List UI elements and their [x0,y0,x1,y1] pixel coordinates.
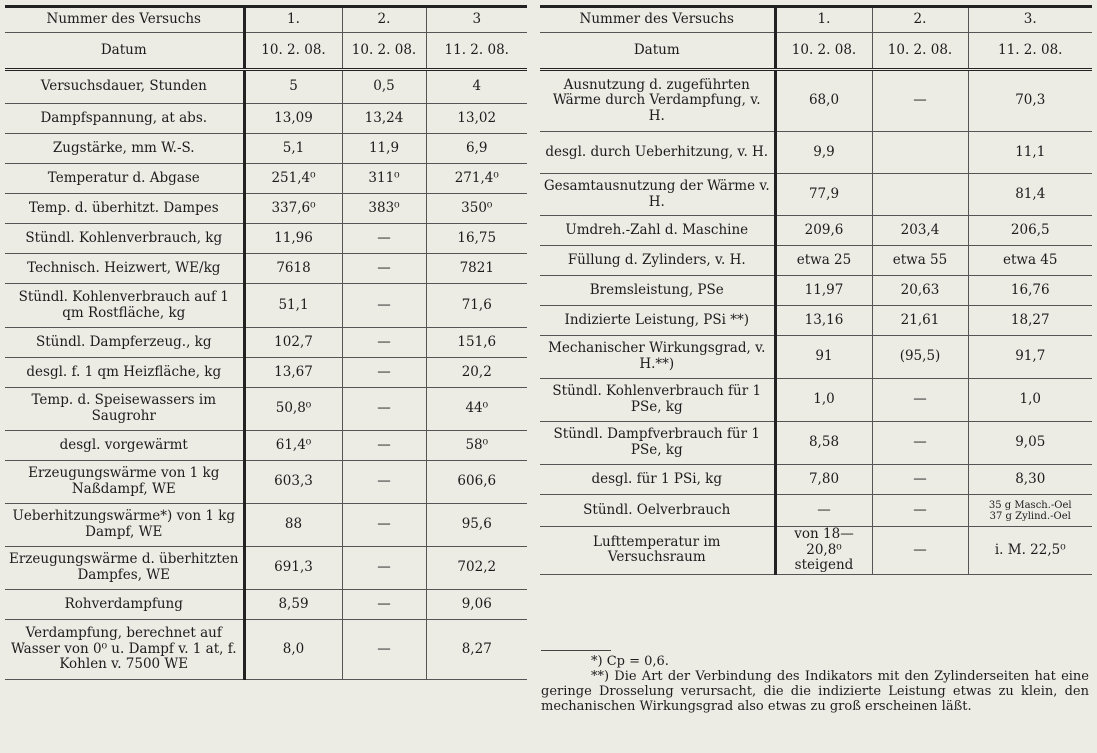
row-value-v3: 11,1 [968,132,1092,174]
table-row [540,246,1092,276]
row-label: Stündl. Kohlenverbrauch, kg [5,224,244,254]
row-value-v2: — [342,504,426,547]
header-label-number: Nummer des Versuchs [540,7,775,33]
table-row [540,527,1092,575]
header-label-date: Datum [540,33,775,70]
row-value-v1: 11,96 [244,224,342,254]
header-row-number [5,7,527,33]
row-value-v2 [872,132,968,174]
header-test-number: 3 [426,7,527,33]
table-row [540,465,1092,495]
row-value-v1: 61,4⁰ [244,431,342,461]
row-label: Erzeugungswärme d. überhitzten Dampfes, WE [5,547,244,590]
row-label: desgl. vorgewärmt [5,431,244,461]
row-label: desgl. f. 1 qm Heizfläche, kg [5,358,244,388]
row-value-v1: 7618 [244,254,342,284]
row-value-v2: — [342,431,426,461]
header-label-date: Datum [5,33,244,70]
row-value-v1: 691,3 [244,547,342,590]
row-value-v2 [872,174,968,216]
row-value-v2: — [342,388,426,431]
header-test-number: 1. [775,7,872,33]
table-row [540,379,1092,422]
row-value-v3: 8,27 [426,620,527,680]
row-value-v2: — [342,547,426,590]
header-date: 10. 2. 08. [342,33,426,70]
row-value-v2: — [872,495,968,527]
row-value-v1: 88 [244,504,342,547]
row-value-v1: — [775,495,872,527]
row-label: Versuchsdauer, Stunden [5,70,244,104]
table-row [540,132,1092,174]
row-value-v1: 8,59 [244,590,342,620]
row-value-v1: 11,97 [775,276,872,306]
header-row-date [5,33,527,70]
row-value-v2: — [342,590,426,620]
table-row [5,590,527,620]
row-value-v2: — [872,422,968,465]
header-row-date [540,33,1092,70]
table-row [5,164,527,194]
row-value-v2: 203,4 [872,216,968,246]
row-value-v1: 50,8⁰ [244,388,342,431]
row-value-v3: 350⁰ [426,194,527,224]
footnote-2: **) Die Art der Verbindung des Indikators mit den Zylinderseiten hat eine geringe Drosselung verursacht, die die indizierte Leistung etwas zu klein, den mechanischen Wirkungsgrad also etwas zu groß erscheinen läßt. [541,668,1089,714]
row-value-v1: 9,9 [775,132,872,174]
row-label: Technisch. Heizwert, WE/kg [5,254,244,284]
row-value-v1: 337,6⁰ [244,194,342,224]
row-value-v3: 271,4⁰ [426,164,527,194]
row-value-v3: 8,30 [968,465,1092,495]
row-label: Erzeugungswärme von 1 kg Naßdampf, WE [5,461,244,504]
row-value-v1: 68,0 [775,70,872,132]
row-value-v2: 13,24 [342,104,426,134]
row-label: Stündl. Kohlenverbrauch für 1 PSe, kg [540,379,775,422]
right-data-table [540,5,1092,575]
row-value-v2: 20,63 [872,276,968,306]
footnote-1: *) Cp = 0,6. [591,654,669,669]
row-label: Verdampfung, berechnet auf Wasser von 0⁰ u. Dampf v. 1 at, f. Kohlen v. 7500 WE [5,620,244,680]
row-value-v1: von 18—20,8⁰ steigend [775,527,872,575]
table-row [5,70,527,104]
row-value-v1: 51,1 [244,284,342,328]
row-value-v2: — [342,620,426,680]
footnotes [541,650,1089,715]
row-value-v3: 4 [426,70,527,104]
table-row [540,216,1092,246]
table-row [5,134,527,164]
row-label: Füllung d. Zylinders, v. H. [540,246,775,276]
row-value-v1: 251,4⁰ [244,164,342,194]
table-row [5,254,527,284]
header-date: 10. 2. 08. [244,33,342,70]
table-row [540,336,1092,379]
row-value-v3: 71,6 [426,284,527,328]
row-label: Temp. d. überhitzt. Dampes [5,194,244,224]
header-test-number: 2. [342,7,426,33]
row-label: Ausnutzung d. zugeführten Wärme durch Verdampfung, v. H. [540,70,775,132]
table-row [5,284,527,328]
row-label: Temperatur d. Abgase [5,164,244,194]
table-row [540,174,1092,216]
row-value-v1: 5,1 [244,134,342,164]
row-value-v3: 81,4 [968,174,1092,216]
row-label: Umdreh.-Zahl d. Maschine [540,216,775,246]
table-row [5,431,527,461]
row-value-v1: 1,0 [775,379,872,422]
row-value-v3: 91,7 [968,336,1092,379]
row-value-v1: 13,09 [244,104,342,134]
row-label: desgl. durch Ueberhitzung, v. H. [540,132,775,174]
table-row [540,495,1092,527]
row-label: Stündl. Kohlenverbrauch auf 1 qm Rostfläche, kg [5,284,244,328]
table-row [5,224,527,254]
header-date: 10. 2. 08. [872,33,968,70]
table-row [540,276,1092,306]
row-label: Stündl. Dampfverbrauch für 1 PSe, kg [540,422,775,465]
row-value-v2: — [342,328,426,358]
table-row [5,461,527,504]
row-value-v3: 70,3 [968,70,1092,132]
row-label: Temp. d. Speisewassers im Saugrohr [5,388,244,431]
row-value-v2: — [872,70,968,132]
table-row [5,504,527,547]
row-value-v2: etwa 55 [872,246,968,276]
row-value-v2: — [342,461,426,504]
row-label: Rohverdampfung [5,590,244,620]
table-row [540,306,1092,336]
row-label: Bremsleistung, PSe [540,276,775,306]
header-test-number: 2. [872,7,968,33]
row-value-v2: — [342,224,426,254]
table-row [5,388,527,431]
row-value-v2: 0,5 [342,70,426,104]
row-value-v1: 8,58 [775,422,872,465]
row-value-v1: 5 [244,70,342,104]
row-label: Stündl. Oelverbrauch [540,495,775,527]
row-value-v2: — [872,465,968,495]
row-value-v3: 16,76 [968,276,1092,306]
row-value-v2: — [342,358,426,388]
row-label: Gesamtausnutzung der Wärme v. H. [540,174,775,216]
row-value-v1: 8,0 [244,620,342,680]
row-value-v3: 9,05 [968,422,1092,465]
row-value-v3: 16,75 [426,224,527,254]
row-value-v3: 20,2 [426,358,527,388]
row-value-v2: 311⁰ [342,164,426,194]
row-value-v3: 7821 [426,254,527,284]
row-value-v1: etwa 25 [775,246,872,276]
row-value-v2: 21,61 [872,306,968,336]
row-value-v1: 7,80 [775,465,872,495]
row-value-v2: 11,9 [342,134,426,164]
row-value-v3: 151,6 [426,328,527,358]
table-row [5,620,527,680]
row-value-v3: 13,02 [426,104,527,134]
row-value-v3: 35 g Masch.-Oel 37 g Zylind.-Oel [968,495,1092,527]
row-value-v3: 606,6 [426,461,527,504]
row-value-v1: 603,3 [244,461,342,504]
row-value-v2: — [342,254,426,284]
row-value-v1: 13,16 [775,306,872,336]
row-value-v1: 13,67 [244,358,342,388]
row-value-v3: 9,06 [426,590,527,620]
row-value-v3: i. M. 22,5⁰ [968,527,1092,575]
header-test-number: 3. [968,7,1092,33]
row-label: Stündl. Dampferzeug., kg [5,328,244,358]
table-row [540,70,1092,132]
row-value-v2: — [342,284,426,328]
row-value-v2: (95,5) [872,336,968,379]
row-value-v3: 206,5 [968,216,1092,246]
row-value-v1: 91 [775,336,872,379]
row-value-v3: 95,6 [426,504,527,547]
table-row [5,358,527,388]
left-data-table [5,5,527,680]
row-label: Mechanischer Wirkungsgrad, v. H.**) [540,336,775,379]
row-value-v3: 6,9 [426,134,527,164]
header-date: 10. 2. 08. [775,33,872,70]
footnote-rule [541,650,611,651]
row-value-v3: 58⁰ [426,431,527,461]
row-label: Dampfspannung, at abs. [5,104,244,134]
row-value-v2: — [872,379,968,422]
header-test-number: 1. [244,7,342,33]
header-date: 11. 2. 08. [426,33,527,70]
table-row [5,104,527,134]
row-value-v3: etwa 45 [968,246,1092,276]
header-date: 11. 2. 08. [968,33,1092,70]
table-row [540,422,1092,465]
row-value-v2: 383⁰ [342,194,426,224]
row-value-v3: 702,2 [426,547,527,590]
row-value-v3: 44⁰ [426,388,527,431]
row-label: Lufttemperatur im Versuchsraum [540,527,775,575]
table-row [5,194,527,224]
row-label: desgl. für 1 PSi, kg [540,465,775,495]
row-value-v1: 102,7 [244,328,342,358]
row-value-v1: 77,9 [775,174,872,216]
row-label: Ueberhitzungswärme*) von 1 kg Dampf, WE [5,504,244,547]
row-value-v3: 1,0 [968,379,1092,422]
table-row [5,547,527,590]
table-row [5,328,527,358]
row-label: Zugstärke, mm W.-S. [5,134,244,164]
header-label-number: Nummer des Versuchs [5,7,244,33]
row-value-v3: 18,27 [968,306,1092,336]
row-value-v1: 209,6 [775,216,872,246]
header-row-number [540,7,1092,33]
row-label: Indizierte Leistung, PSi **) [540,306,775,336]
row-value-v2: — [872,527,968,575]
